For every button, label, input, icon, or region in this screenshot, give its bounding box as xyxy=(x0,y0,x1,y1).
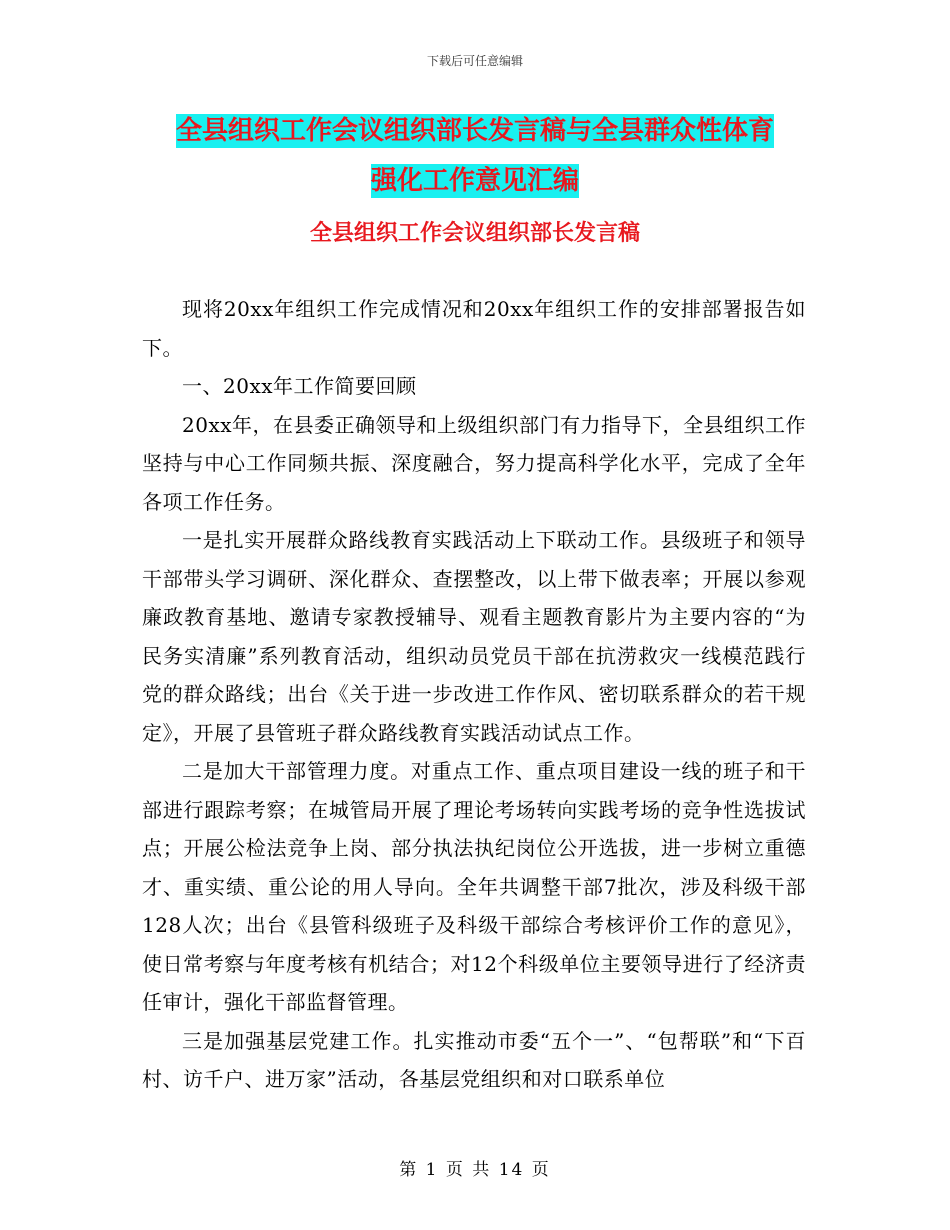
header-note: 下载后可任意编辑 xyxy=(426,54,523,68)
paragraph-item-2: 二是加大干部管理力度。对重点工作、重点项目建设一线的班子和干部进行跟踪考察；在城管局开展了理论考场转向实践考场的竞争性选拔试点；开展公检法竞争上岗、部分执法执纪岗位公开选拔，进一步树立重德才、重实绩、重公论的用人导向。全年共调整干部7批次，涉及科级干部128人次；出台《县管科级班子及科级干部综合考核评价工作的意见》，使日常考察与年度考核有机结合；对12个科级单位主要领导进行了经济责任审计，强化干部监督管理。 xyxy=(142,759,806,1014)
main-title-line-1: 全县组织工作会议组织部长发言稿与全县群众性体育 xyxy=(175,116,774,146)
main-title xyxy=(140,106,810,206)
section-title: 全县组织工作会议组织部长发言稿 xyxy=(309,221,640,246)
paragraph-intro: 现将20xx年组织工作完成情况和20xx年组织工作的安排部署报告如下。 xyxy=(142,297,806,360)
page-footer: 第 1 页 共 14 页 xyxy=(399,1160,551,1180)
paragraph-item-3: 三是加强基层党建工作。扎实推动市委“五个一”、“包帮联”和“下百村、访千户、进万家”活动，各基层党组织和对口联系单位 xyxy=(142,1028,806,1091)
paragraph-overview: 20xx年，在县委正确领导和上级组织部门有力指导下，全县组织工作坚持与中心工作同频共振、深度融合，努力提高科学化水平，完成了全年各项工作任务。 xyxy=(142,412,807,514)
paragraph-heading-review: 一、20xx年工作简要回顾 xyxy=(182,374,417,398)
paragraph-item-1: 一是扎实开展群众路线教育实践活动上下联动工作。县级班子和领导干部带头学习调研、深化群众、查摆整改，以上带下做表率；开展以参观廉政教育基地、邀请专家教授辅导、观看主题教育影片为主要内容的“为民务实清廉”系列教育活动，组织动员党员干部在抗涝救灾一线模范践行党的群众路线；出台《关于进一步改进工作作风、密切联系群众的若干规定》，开展了县管班子群众路线教育实践活动试点工作。 xyxy=(142,528,806,745)
main-title-line-2: 强化工作意见汇编 xyxy=(370,166,579,196)
document-body xyxy=(142,290,806,1099)
